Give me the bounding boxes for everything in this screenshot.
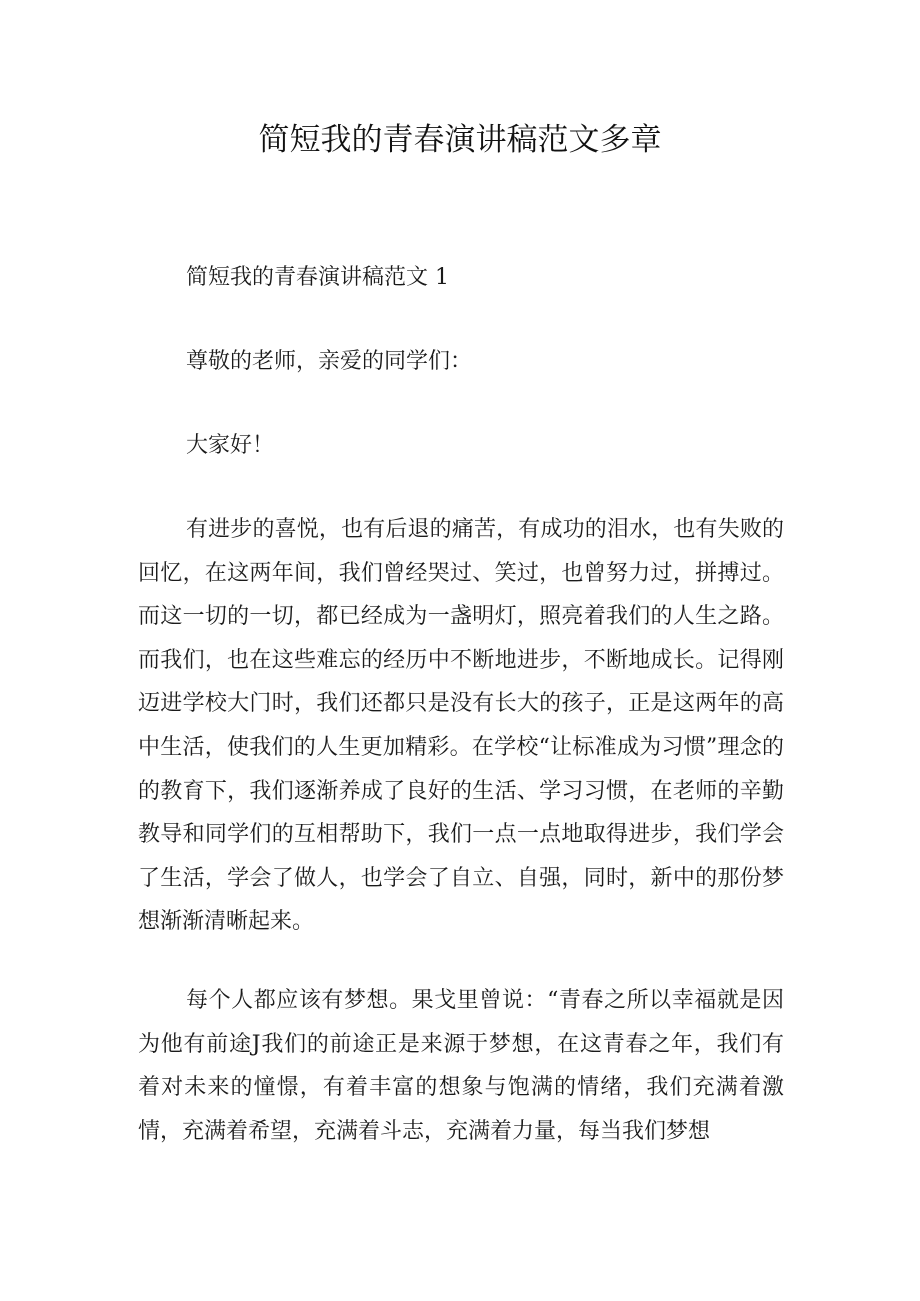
body-paragraph: 有进步的喜悦，也有后退的痛苦，有成功的泪水，也有失败的回忆，在这两年间，我们曾经哭过、笑过，也曾努力过，拼搏过。而这一切的一切，都已经成为一盏明灯，照亮着我们的人生之路。而我们，也在这些难忘的经历中不断地进步，不断地成长。记得刚迈进学校大门时，我们还都只是没有长大的孩子，正是这两年的高中生活，使我们的人生更加精彩。在学校“让标准成为习惯”理念的的教育下，我们逐渐养成了良好的生活、学习习惯，在老师的辛勤教导和同学们的互相帮助下，我们一点一点地取得进步，我们学会了生活，学会了做人，也学会了自立、自强，同时，新中的那份梦想渐渐清晰起来。 bbox=[138, 517, 784, 935]
greeting: 大家好！ bbox=[186, 433, 275, 458]
document-title: 简短我的青春演讲稿范文多章 bbox=[258, 122, 662, 158]
section-heading: 简短我的青春演讲稿范文 1 bbox=[186, 265, 449, 290]
body-paragraph: 每个人都应该有梦想。果戈里曾说：“青春之所以幸福就是因为他有前途J我们的前途正是来源于梦想，在这青春之年，我们有着对未来的憧憬，有着丰富的想象与饱满的情绪，我们充满着激情，充满着希望，充满着斗志，充满着力量，每当我们梦想 bbox=[138, 988, 784, 1144]
salutation: 尊敬的老师，亲爱的同学们： bbox=[186, 349, 473, 374]
